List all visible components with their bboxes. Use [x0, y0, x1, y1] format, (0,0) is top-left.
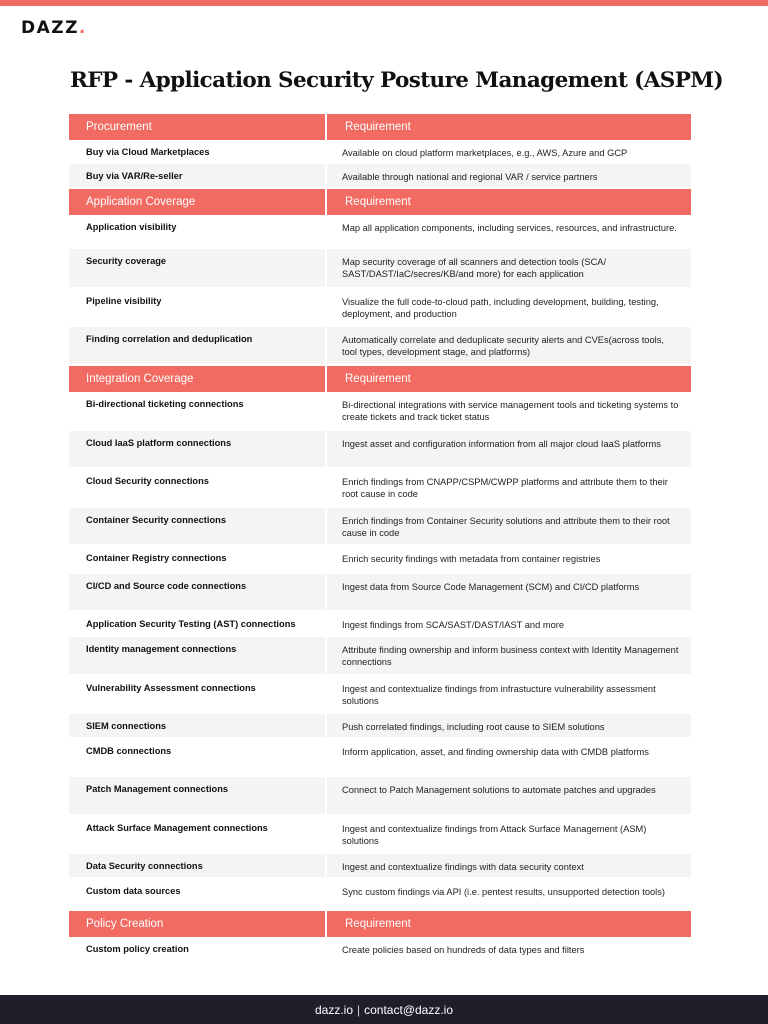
requirement-text: Ingest and contextualize findings from infrastucture vulnerability assessment solutions [342, 684, 656, 706]
rfp-table [69, 114, 691, 963]
item-label: Data Security connections [69, 854, 327, 877]
table-row [69, 676, 691, 714]
requirement-header: Requirement [345, 121, 411, 133]
item-label: Custom policy creation [69, 937, 327, 961]
item-label: Bi-directional ticketing connections [69, 392, 327, 429]
section-title: Integration Coverage [69, 366, 327, 392]
item-label: Vulnerability Assessment connections [69, 676, 327, 712]
requirement-text: Ingest and contextualize findings with data security context [342, 862, 584, 872]
contact-email-link[interactable]: contact@dazz.io [364, 1002, 454, 1017]
section-header-procurement [69, 114, 691, 140]
item-label: Finding correlation and deduplication [69, 327, 327, 364]
item-label: SIEM connections [69, 714, 327, 737]
requirement-text: Ingest findings from SCA/SAST/DAST/IAST and more [342, 620, 565, 630]
table-row [69, 215, 691, 249]
table-row [69, 249, 691, 289]
logo-text: DAZZ [21, 18, 79, 38]
requirement-text: Map all application components, including services, resources, and infrastructure. [342, 223, 677, 233]
item-label: Buy via Cloud Marketplaces [69, 140, 327, 162]
table-row [69, 937, 691, 963]
requirement-header: Requirement [345, 918, 411, 930]
section-title: Procurement [69, 114, 327, 140]
item-label: Cloud IaaS platform connections [69, 431, 327, 467]
item-label: CMDB connections [69, 739, 327, 775]
item-label: Attack Surface Management connections [69, 816, 327, 852]
table-row [69, 879, 691, 911]
item-label: Pipeline visibility [69, 289, 327, 325]
table-row [69, 140, 691, 164]
requirement-text: Map security coverage of all scanners and detection tools (SCA/ SAST/DAST/IaC/secres/KB/and more) for each application [342, 257, 607, 279]
requirement-text: Create policies based on hundreds of data types and filters [342, 945, 585, 955]
requirement-header: Requirement [345, 196, 411, 208]
item-label: Container Registry connections [69, 546, 327, 572]
section-header-application-coverage [69, 189, 691, 215]
item-label: Security coverage [69, 249, 327, 287]
requirement-text: Enrich security findings with metadata from container registries [342, 554, 601, 564]
requirement-text: Inform application, asset, and finding ownership data with CMDB platforms [342, 747, 649, 757]
table-row [69, 574, 691, 612]
item-label: Application visibility [69, 215, 327, 247]
item-label: Application Security Testing (AST) connections [69, 612, 327, 635]
requirement-text: Ingest asset and configuration information from all major cloud IaaS platforms [342, 439, 661, 449]
table-row [69, 164, 691, 189]
table-row [69, 714, 691, 739]
item-label: Patch Management connections [69, 777, 327, 814]
requirement-text: Attribute finding ownership and inform business context with Identity Management connections [342, 645, 679, 667]
requirement-text: Visualize the full code-to-cloud path, including development, building, testing, deployment, and production [342, 297, 659, 319]
table-row [69, 289, 691, 327]
requirement-text: Push correlated findings, including root cause to SIEM solutions [342, 722, 605, 732]
page-title: RFP - Application Security Posture Management (ASPM) [70, 68, 724, 93]
table-row [69, 469, 691, 508]
item-label: Buy via VAR/Re-seller [69, 164, 327, 187]
table-row [69, 854, 691, 879]
requirement-text: Automatically correlate and deduplicate security alerts and CVEs(across tools, tool types, development stage, and platforms) [342, 335, 664, 357]
table-row [69, 327, 691, 366]
item-label: CI/CD and Source code connections [69, 574, 327, 610]
requirement-text: Bi-directional integrations with service management tools and ticketing systems to create tickets and track ticket status [342, 400, 679, 422]
item-label: Cloud Security connections [69, 469, 327, 506]
table-row [69, 637, 691, 676]
top-accent-stripe [0, 0, 768, 6]
section-title: Application Coverage [69, 189, 327, 215]
footer-separator: | [357, 1002, 361, 1017]
requirement-text: Available on cloud platform marketplaces, e.g., AWS, Azure and GCP [342, 148, 628, 158]
dazz-logo [21, 18, 87, 38]
table-row [69, 546, 691, 574]
requirement-text: Connect to Patch Management solutions to automate patches and upgrades [342, 785, 656, 795]
table-row [69, 508, 691, 546]
section-header-policy-creation [69, 911, 691, 937]
requirement-text: Available through national and regional VAR / service partners [342, 172, 598, 182]
item-label: Identity management connections [69, 637, 327, 674]
requirement-header: Requirement [345, 373, 411, 385]
footer-bar [0, 995, 768, 1024]
table-row [69, 431, 691, 469]
requirement-text: Sync custom findings via API (i.e. pentest results, unsupported detection tools) [342, 887, 665, 897]
table-row [69, 777, 691, 816]
table-row [69, 739, 691, 777]
table-row [69, 816, 691, 854]
table-row [69, 392, 691, 431]
table-row [69, 612, 691, 637]
item-label: Custom data sources [69, 879, 327, 909]
item-label: Container Security connections [69, 508, 327, 544]
requirement-text: Ingest and contextualize findings from Attack Surface Management (ASM) solutions [342, 824, 647, 846]
website-link[interactable]: dazz.io [314, 1002, 353, 1017]
requirement-text: Enrich findings from Container Security solutions and attribute them to their root cause in code [342, 516, 670, 538]
section-title: Policy Creation [69, 911, 327, 937]
logo-dot: . [78, 18, 87, 38]
section-header-integration-coverage [69, 366, 691, 392]
requirement-text: Ingest data from Source Code Management (SCM) and CI/CD platforms [342, 582, 640, 592]
requirement-text: Enrich findings from CNAPP/CSPM/CWPP platforms and attribute them to their root cause in code [342, 477, 668, 499]
